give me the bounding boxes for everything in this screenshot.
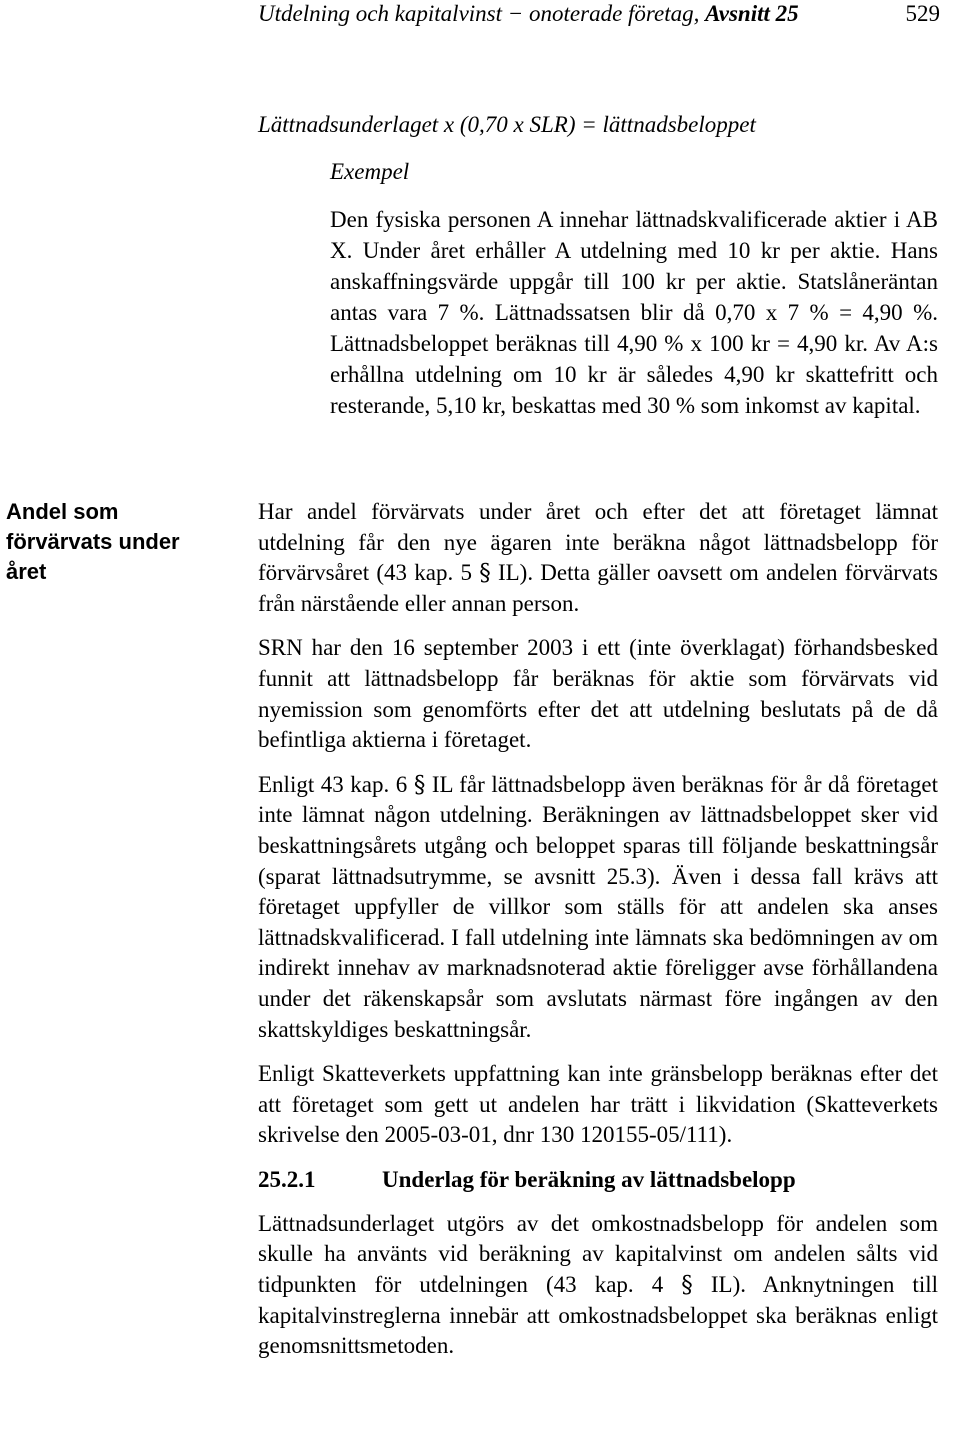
page-number: 529 [905,1,940,26]
subsection-heading [258,1165,938,1195]
paragraph-srn-ruling: SRN har den 16 september 2003 i ett (inte överklagat) förhandsbesked funnit att lättnadsbelopp får beräknas för aktie som förvärvats vid nyemission som genomförts efter det att utdelning beslutats på de då befintliga aktierna i företaget. [258,635,938,753]
paragraph-liquidation: Enligt Skatteverkets uppfattning kan inte gränsbelopp beräknas efter det att företaget som gett ut andelen har trätt i likvidation (Skatteverkets skrivelse den 2005-03-01, dnr 130 120155-05/111). [258,1061,938,1148]
running-title: Utdelning och kapitalvinst − onoterade företag, [258,1,700,26]
margin-note: Andel som förvärvats under året [6,499,180,584]
example-body: Den fysiska personen A innehar lättnadskvalificerade aktier i AB X. Under året erhåller A utdelning med 10 kr per aktie. Hans anskaffningsvärde uppgår till 100 kr per aktie. Statslåneräntan antas vara 7 %. Lättnadssatsen blir då 0,70 x 7 % = 4,90 %. Lättnadsbeloppet beräknas till 4,90 % x 100 kr = 4,90 kr. Av A:s erhållna utdelning om 10 kr är således 4,90 kr skattefritt och resterande, 5,10 kr, beskattas med 30 % som inkomst av kapital. [330,207,938,418]
subsection-number: 25.2.1 [258,1166,316,1192]
running-header [258,0,940,28]
section-sign: § [413,771,426,798]
example-heading: Exempel [330,159,410,184]
paragraph-acquired-share: Har andel förvärvats under året och efter det att företaget lämnat utdelning får den nye ägaren inte beräkna något lättnadsbelopp för förvärvsåret (43 kap. 5 § IL). Detta gäller oavsett om andelen förvärvats från närstående eller annan person. [258,499,938,616]
section-label: Avsnitt 25 [705,1,799,26]
subsection-title: Underlag för beräkning av lättnadsbelopp [382,1166,796,1192]
paragraph-saved-relief: Enligt 43 kap. 6 § IL får lättnadsbelopp även beräknas för år då företaget inte lämnat någon utdelning. Beräkningen av lättnadsbeloppet sker vid beskattningsårets utgång och beloppet sparas till följande beskattningsår (sparat lättnadsutrymme, se avsnitt 25.3). Även i dessa fall krävs att företaget uppfyller de villkor som ställs för att andelen ska anses lättnadskvalificerad. I fall utdelning inte lämnats ska bedömningen av om indirekt innehav av marknadsnoterad aktie föreligger avse förhållandena under det räkenskapsår som avslutats närmast före ingången av den skattskyldiges beskattningsår. [258,771,938,1042]
section-sign: § [681,1272,693,1299]
main-column [258,497,938,1376]
formula-line: Lättnadsunderlaget x (0,70 x SLR) = lättnadsbeloppet [258,112,756,137]
section-sign: § [479,560,491,587]
paragraph-relief-basis: Lättnadsunderlaget utgörs av det omkostnadsbelopp för andelen som skulle ha använts vid beräkning av kapitalvinst om andelen sålts vid tidpunkten för utdelningen (43 kap. 4 § IL). Anknytningen till kapitalvinstreglerna innebär att omkostnadsbeloppet ska beräknas enligt genomsnittsmetoden. [258,1210,938,1359]
